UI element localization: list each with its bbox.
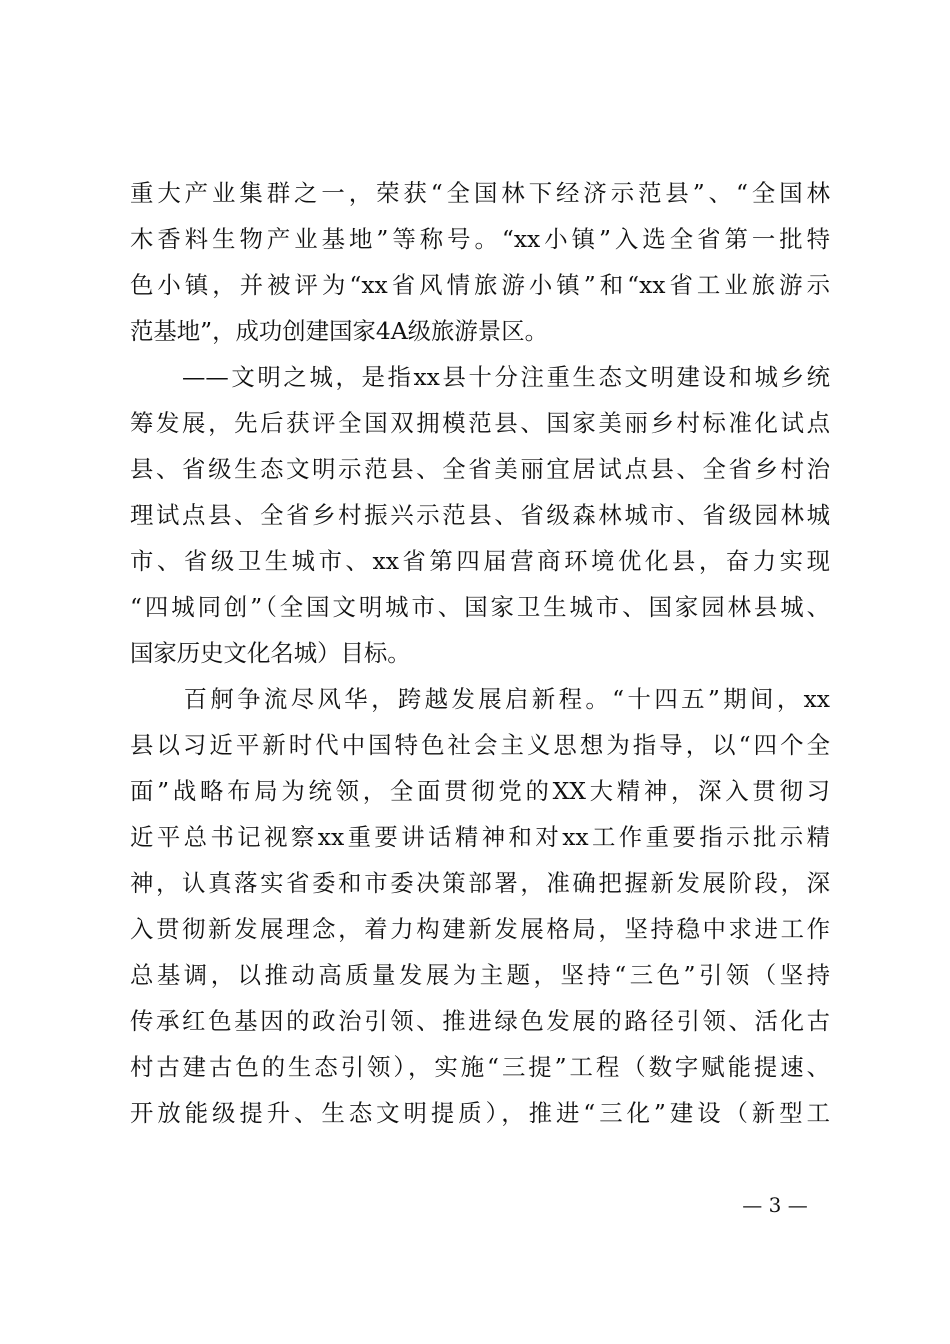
text-line-5: ——文明之城，是指xx县十分注重生态文明建设和城乡统: [130, 363, 830, 391]
text-line-2: 木香料生物产业基地”等称号。“xx小镇”入选全省第一批特: [130, 225, 830, 253]
text-line-1: 重大产业集群之一，荣获“全国林下经济示范县”、“全国林: [130, 179, 830, 207]
text-line-7: 县、省级生态文明示范县、全省美丽宜居试点县、全省乡村治: [130, 455, 830, 483]
text-line-19: 传承红色基因的政治引领、推进绿色发展的路径引领、活化古: [130, 1007, 830, 1035]
text-line-8: 理试点县、全省乡村振兴示范县、省级森林城市、省级园林城: [130, 501, 830, 529]
page-number: — 3 —: [742, 1193, 808, 1217]
text-line-17: 入贯彻新发展理念，着力构建新发展格局，坚持稳中求进工作: [130, 915, 830, 943]
text-line-13: 县以习近平新时代中国特色社会主义思想为指导，以“四个全: [130, 731, 830, 759]
text-line-20: 村古建古色的生态引领），实施“三提”工程（数字赋能提速、: [130, 1053, 830, 1081]
text-line-6: 筹发展，先后获评全国双拥模范县、国家美丽乡村标准化试点: [130, 409, 830, 437]
text-line-16: 神，认真落实省委和市委决策部署，准确把握新发展阶段，深: [130, 869, 830, 897]
text-line-12: 百舸争流尽风华，跨越发展启新程。“十四五”期间，xx: [130, 685, 830, 713]
text-line-18: 总基调，以推动高质量发展为主题，坚持“三色”引领（坚持: [130, 961, 830, 989]
text-line-4: 范基地”，成功创建国家4A级旅游景区。: [130, 317, 548, 345]
body-text: [130, 170, 830, 1136]
text-line-10: “四城同创”（全国文明城市、国家卫生城市、国家园林县城、: [130, 593, 830, 621]
text-line-15: 近平总书记视察xx重要讲话精神和对xx工作重要指示批示精: [130, 823, 830, 851]
text-line-11: 国家历史文化名城）目标。: [130, 639, 411, 667]
text-line-14: 面”战略布局为统领，全面贯彻党的XX大精神，深入贯彻习: [130, 777, 830, 805]
text-line-3: 色小镇，并被评为“xx省风情旅游小镇”和“xx省工业旅游示: [130, 271, 830, 299]
text-line-21: 开放能级提升、生态文明提质），推进“三化”建设（新型工: [130, 1099, 830, 1127]
text-line-9: 市、省级卫生城市、xx省第四届营商环境优化县，奋力实现: [130, 547, 830, 575]
